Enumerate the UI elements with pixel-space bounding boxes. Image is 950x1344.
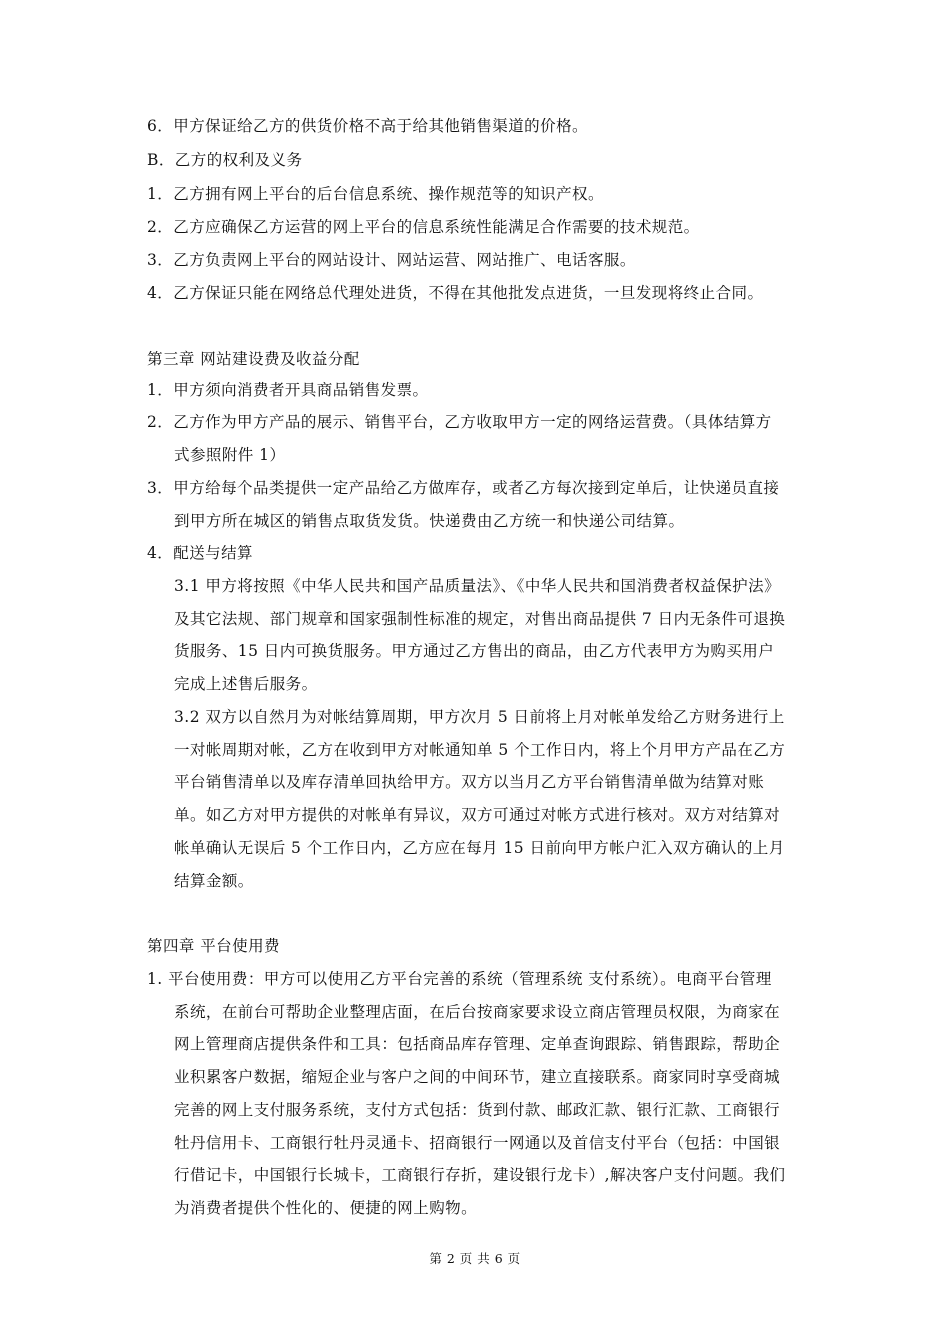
chapter-3-clause-3-line-1: 3．甲方给每个品类提供一定产品给乙方做库存，或者乙方每次接到定单后，让快递员直接	[147, 479, 780, 497]
subclause-3-1-line-2: 及其它法规、部门规章和国家强制性标准的规定，对售出商品提供 7 日内无条件可退换	[174, 610, 786, 628]
chapter-4-clause-1-line-5: 完善的网上支付服务系统，支付方式包括：货到付款、邮政汇款、银行汇款、工商银行	[174, 1101, 781, 1119]
subclause-3-2-line-1: 3.2 双方以自然月为对帐结算周期，甲方次月 5 日前将上月对帐单发给乙方财务进行上	[174, 708, 785, 726]
clause-b2: 2．乙方应确保乙方运营的网上平台的信息系统性能满足合作需要的技术规范。	[147, 218, 700, 236]
chapter-3-clause-4: 4．配送与结算	[147, 544, 254, 562]
clause-b4: 4．乙方保证只能在网络总代理处进货，不得在其他批发点进货，一旦发现将终止合同。	[147, 284, 764, 302]
page-footer: 第 2 页 共 6 页	[429, 1251, 521, 1266]
subclause-3-2-line-4: 单。如乙方对甲方提供的对帐单有异议，双方可通过对帐方式进行核对。双方对结算对	[174, 806, 781, 824]
chapter-4-clause-1-line-2: 系统，在前台可帮助企业整理店面，在后台按商家要求设立商店管理员权限，为商家在	[174, 1003, 781, 1021]
clause-b1: 1．乙方拥有网上平台的后台信息系统、操作规范等的知识产权。	[147, 185, 604, 203]
chapter-4-clause-1-line-3: 网上管理商店提供条件和工具：包括商品库存管理、定单查询跟踪、销售跟踪，帮助企	[174, 1035, 781, 1053]
chapter-4-clause-1-line-7: 行借记卡，中国银行长城卡，工商银行存折，建设银行龙卡）,解决客户支付问题。我们	[174, 1166, 786, 1184]
chapter-3-clause-1: 1．甲方须向消费者开具商品销售发票。	[147, 381, 429, 399]
chapter-4-clause-1-line-1: 1. 平台使用费：甲方可以使用乙方平台完善的系统（管理系统 支付系统）。电商平台管理	[147, 970, 772, 988]
subclause-3-2-line-6: 结算金额。	[174, 872, 254, 890]
chapter-3-clause-2-line-2: 式参照附件 1）	[174, 446, 286, 464]
chapter-3-heading: 第三章 网站建设费及收益分配	[147, 350, 360, 368]
subclause-3-1-line-4: 完成上述售后服务。	[174, 675, 318, 693]
subclause-3-2-line-2: 一对帐周期对帐，乙方在收到甲方对帐通知单 5 个工作日内，将上个月甲方产品在乙方	[174, 741, 786, 759]
subclause-3-2-line-3: 平台销售清单以及库存清单回执给甲方。双方以当月乙方平台销售清单做为结算对账	[174, 773, 765, 791]
clause-b3: 3．乙方负责网上平台的网站设计、网站运营、网站推广、电话客服。	[147, 251, 636, 269]
chapter-4-clause-1-line-6: 牡丹信用卡、工商银行牡丹灵通卡、招商银行一网通以及首信支付平台（包括：中国银	[174, 1134, 781, 1152]
section-b-heading: B．乙方的权利及义务	[147, 151, 303, 169]
chapter-3-clause-2-line-1: 2．乙方作为甲方产品的展示、销售平台，乙方收取甲方一定的网络运营费。（具体结算方	[147, 413, 772, 431]
chapter-4-heading: 第四章 平台使用费	[147, 937, 280, 955]
subclause-3-1-line-3: 货服务、15 日内可换货服务。甲方通过乙方售出的商品，由乙方代表甲方为购买用户	[174, 642, 775, 660]
chapter-3-clause-3-line-2: 到甲方所在城区的销售点取货发货。快递费由乙方统一和快递公司结算。	[174, 512, 685, 530]
clause-6-supply-price: 6．甲方保证给乙方的供货价格不高于给其他销售渠道的价格。	[147, 117, 588, 135]
chapter-4-clause-1-line-8: 为消费者提供个性化的、便捷的网上购物。	[174, 1199, 478, 1217]
subclause-3-2-line-5: 帐单确认无误后 5 个工作日内，乙方应在每月 15 日前向甲方帐户汇入双方确认的上月	[174, 839, 785, 857]
chapter-4-clause-1-line-4: 业积累客户数据，缩短企业与客户之间的中间环节，建立直接联系。商家同时享受商城	[174, 1068, 781, 1086]
subclause-3-1-line-1: 3.1 甲方将按照《中华人民共和国产品质量法》、《中华人民共和国消费者权益保护法》	[174, 577, 781, 595]
